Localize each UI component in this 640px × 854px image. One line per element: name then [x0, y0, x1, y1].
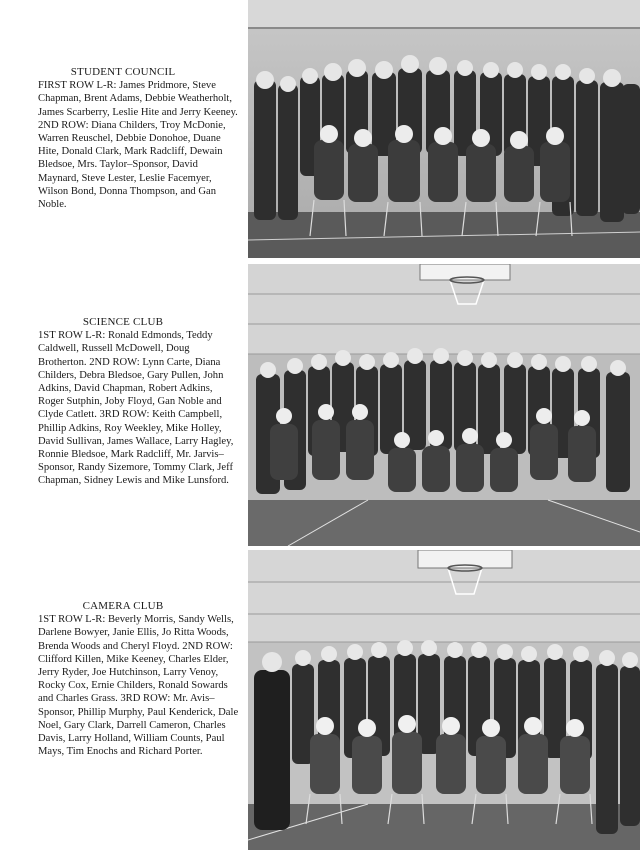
camera-club-photo	[248, 550, 640, 850]
science-club-names: 1ST ROW L-R: Ronald Edmonds, Teddy Caldwell, Russell McDowell, Doug Brotherton. 2ND ROW: Lynn Carte, Diana Childers, Debra Bledsoe, Gary Pullen, John Adkins, David Chapman, Robert Adkins, Roger Sutphin, Joby Floyd, Gan Noble and Clyde Catlett. 3RD ROW: Keith Campbell, Phillip Adkins, Roy Weekley, Mike Holley, David Sullivan, James Wallace, Larry Hagley, Ronnie Bledsoe, Mark Radcliff, Mr. Jarvis–Sponsor, Randy Sizemore, Tommy Clark, Jeff Chapman, Sidney Lewis and Mike Lunsford.	[38, 330, 234, 487]
camera-club-title: CAMERA CLUB	[82, 600, 164, 612]
science-club-title: SCIENCE CLUB	[82, 316, 164, 328]
student-council-photo	[248, 0, 640, 258]
student-council-section	[0, 0, 640, 260]
camera-club-names: 1ST ROW L-R: Beverly Morris, Sandy Wells, Darlene Bowyer, Janie Ellis, Jo Ritta Woods, Brenda Woods and Cheryl Floyd. 2ND ROW: Clifford Killen, Mike Keeney, Charles Elder, Jerry Ryder, Joe Hutchinson, Larry Venoy, Rocky Cox, Ernie Childers, Ronald Sowards and Charles Grass. 3RD ROW: Mr. Avis–Sponsor, Phillip Murphy, Paul Kenderick, Dale Noel, Gary Clark, Darrell Cameron, Charles Davis, Larry Holland, William Counts, Paul Mays, Tim Enochs and Richard Porter.	[38, 614, 239, 758]
student-council-title: STUDENT COUNCIL	[70, 66, 176, 78]
student-council-caption	[38, 66, 240, 211]
science-club-section	[0, 260, 640, 550]
science-club-photo	[248, 264, 640, 546]
camera-club-section	[0, 548, 640, 854]
student-council-names: FIRST ROW L-R: James Pridmore, Steve Chapman, Brent Adams, Debbie Weatherholt, James Scarberry, Leslie Hite and Jerry Keeney. 2ND ROW: Diana Childers, Troy McDonie, Warren Reuschel, Debbie Donohoe, Duane Hite, Donald Clark, Mark Radcliff, Dewain Bledsoe, Mrs. Taylor–Sponsor, David Maynard, Steve Lester, Leslie Facemyer, Wilson Bond, Donna Thompson, and Gan Noble.	[38, 80, 238, 211]
science-club-caption	[38, 316, 240, 488]
camera-club-caption	[38, 600, 240, 758]
